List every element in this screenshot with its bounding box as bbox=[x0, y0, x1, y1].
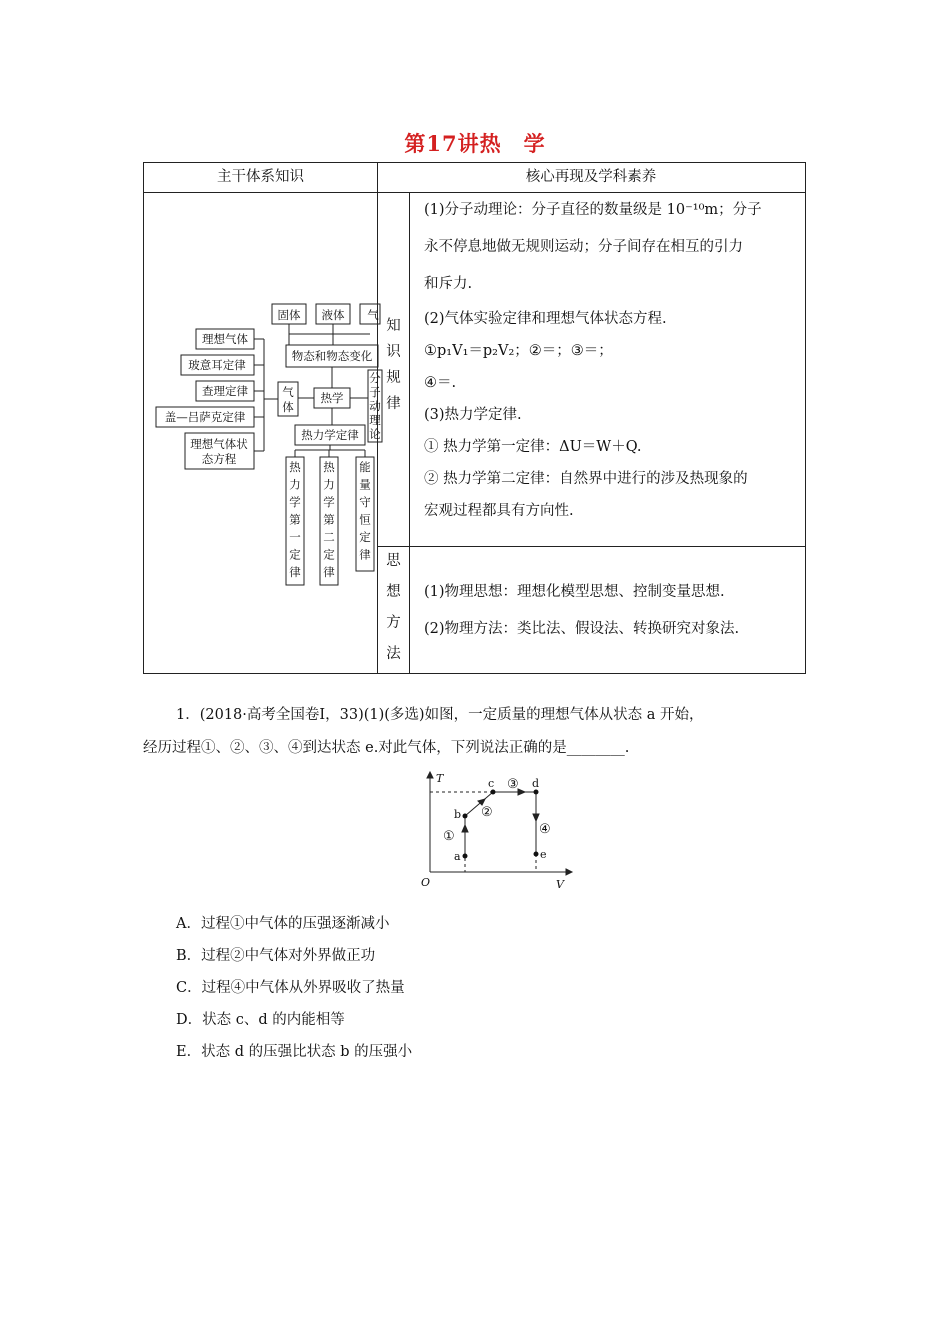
concept-diagram bbox=[144, 192, 381, 674]
label-ideal-gas-eq-2: 态方程 bbox=[201, 452, 237, 466]
label-liquid: 液体 bbox=[321, 308, 345, 322]
section1-line: ② 热力学第二定律：自然界中进行的涉及热现象的 bbox=[424, 471, 748, 487]
section1-label-char: 律 bbox=[386, 396, 401, 412]
section1-content bbox=[424, 192, 799, 527]
label-gas-2: 体 bbox=[282, 400, 294, 414]
process-4-arrow bbox=[533, 814, 539, 821]
y-axis-label: T bbox=[436, 772, 444, 785]
section1-line: 宏观过程都具有方向性. bbox=[424, 503, 574, 519]
section2-label-char: 想 bbox=[386, 584, 401, 600]
label-a: a bbox=[454, 850, 461, 863]
label-first-law-char: 律 bbox=[289, 565, 301, 579]
section1-line: ① 热力学第一定律：ΔU＝W＋Q. bbox=[424, 439, 642, 455]
label-solid: 固体 bbox=[277, 308, 301, 322]
option-a[interactable]: A．过程①中气体的压强逐渐减小 bbox=[176, 916, 390, 932]
point-e bbox=[534, 852, 539, 857]
point-b bbox=[463, 814, 468, 819]
section2-content bbox=[424, 574, 799, 648]
label-ideal-gas: 理想气体 bbox=[202, 332, 248, 346]
label-second-law-char: 律 bbox=[323, 565, 335, 579]
label-second-law-char: 热 bbox=[323, 460, 335, 474]
section1-line: 永不停息地做无规则运动；分子间存在相互的引力 bbox=[424, 239, 743, 255]
section1-line: (1)分子动理论：分子直径的数量级是 10⁻¹⁰m；分子 bbox=[424, 202, 762, 218]
label-second-law-char: 学 bbox=[323, 495, 335, 509]
x-axis-label: V bbox=[556, 878, 564, 891]
header-right: 核心再现及学科素养 bbox=[525, 169, 657, 185]
section2-label-char: 方 bbox=[386, 615, 401, 631]
origin-label: O bbox=[421, 876, 431, 889]
label-energy-char: 守 bbox=[359, 495, 371, 509]
label-b: b bbox=[454, 808, 462, 821]
label-second-law-char: 二 bbox=[323, 530, 335, 544]
section2-label-char: 思 bbox=[386, 553, 401, 569]
label-gas-partial: 气 bbox=[367, 308, 379, 322]
label-gas-1: 气 bbox=[282, 385, 294, 399]
label-second-law-char: 第 bbox=[323, 512, 335, 527]
label-gay-lussac: 盖—吕萨克定律 bbox=[164, 410, 246, 424]
section2-label bbox=[378, 546, 409, 670]
vt-graph bbox=[416, 770, 576, 898]
label-thermal: 热学 bbox=[320, 391, 344, 405]
label-process-1: ① bbox=[443, 829, 455, 844]
vt-graph-svg bbox=[416, 770, 576, 894]
label-charles: 查理定律 bbox=[202, 384, 248, 398]
concept-map-svg bbox=[144, 192, 381, 674]
section1-label-char: 知 bbox=[386, 318, 401, 334]
label-column-divider bbox=[409, 192, 410, 673]
answer-options bbox=[176, 908, 412, 1068]
point-a bbox=[463, 854, 468, 859]
process-3-arrow bbox=[518, 789, 525, 795]
label-first-law-char: 力 bbox=[289, 477, 301, 492]
question-line-1: 1．(2018·高考全国卷Ⅰ，33)(1)(多选)如图，一定质量的理想气体从状态 a 开始， bbox=[176, 707, 704, 723]
section2-label-char: 法 bbox=[386, 646, 401, 662]
option-b[interactable]: B．过程②中气体对外界做正功 bbox=[176, 948, 376, 964]
label-molecular-char: 动 bbox=[369, 399, 381, 413]
label-state-change: 物态和物态变化 bbox=[291, 349, 373, 363]
option-c[interactable]: C．过程④中气体从外界吸收了热量 bbox=[176, 980, 405, 996]
label-thermo-laws: 热力学定律 bbox=[301, 428, 359, 442]
x-axis-arrow bbox=[566, 869, 572, 875]
section1-line: 和斥力. bbox=[424, 276, 473, 292]
section1-label-char: 规 bbox=[386, 370, 401, 386]
label-energy-char: 能 bbox=[359, 460, 371, 474]
section2-line: (2)物理方法：类比法、假设法、转换研究对象法. bbox=[424, 621, 740, 637]
label-c: c bbox=[488, 777, 495, 790]
label-boyle: 玻意耳定律 bbox=[188, 358, 246, 372]
label-molecular-char: 理 bbox=[369, 413, 381, 427]
section1-line: ①p₁V₁＝p₂V₂；②＝；③＝； bbox=[424, 343, 613, 359]
label-energy-char: 律 bbox=[359, 547, 371, 562]
label-process-4: ④ bbox=[539, 822, 551, 837]
label-molecular-char: 子 bbox=[369, 385, 381, 399]
label-first-law-char: 第 bbox=[289, 512, 301, 527]
label-molecular-char: 分 bbox=[369, 371, 381, 385]
label-energy-char: 恒 bbox=[359, 512, 371, 527]
label-second-law-char: 力 bbox=[323, 477, 335, 492]
section-divider bbox=[377, 546, 805, 547]
label-d: d bbox=[532, 777, 540, 790]
state-points bbox=[463, 790, 539, 859]
label-energy-char: 量 bbox=[359, 477, 371, 492]
label-ideal-gas-eq-1: 理想气体状 bbox=[190, 437, 248, 451]
header-left: 主干体系知识 bbox=[217, 169, 304, 185]
label-process-2: ② bbox=[481, 805, 493, 820]
section1-line: (3)热力学定律. bbox=[424, 407, 522, 423]
label-first-law-char: 一 bbox=[289, 530, 301, 544]
label-process-3: ③ bbox=[507, 777, 519, 792]
section2-line: (1)物理思想：理想化模型思想、控制变量思想. bbox=[424, 584, 725, 600]
label-energy-char: 定 bbox=[359, 530, 371, 544]
page-title: 第17讲热 学 bbox=[404, 131, 546, 156]
knowledge-table bbox=[143, 162, 806, 674]
process-1-arrow bbox=[462, 825, 468, 832]
label-first-law-char: 定 bbox=[289, 547, 301, 562]
label-second-law-char: 定 bbox=[323, 547, 335, 562]
point-d bbox=[534, 790, 539, 795]
option-d[interactable]: D．状态 c、d 的内能相等 bbox=[176, 1012, 345, 1028]
label-first-law-char: 学 bbox=[289, 495, 301, 509]
point-c bbox=[491, 790, 496, 795]
section1-label bbox=[378, 313, 409, 417]
label-first-law-char: 热 bbox=[289, 460, 301, 474]
question-line-2: 经历过程①、②、③、④到达状态 e.对此气体，下列说法正确的是________. bbox=[143, 740, 630, 756]
section1-label-char: 识 bbox=[386, 344, 401, 360]
section1-line: ④＝. bbox=[424, 375, 457, 391]
label-e: e bbox=[540, 848, 547, 861]
y-axis-arrow bbox=[427, 772, 433, 778]
option-e[interactable]: E．状态 d 的压强比状态 b 的压强小 bbox=[176, 1044, 413, 1060]
label-molecular-char: 论 bbox=[369, 427, 381, 441]
section1-line: (2)气体实验定律和理想气体状态方程. bbox=[424, 311, 667, 327]
